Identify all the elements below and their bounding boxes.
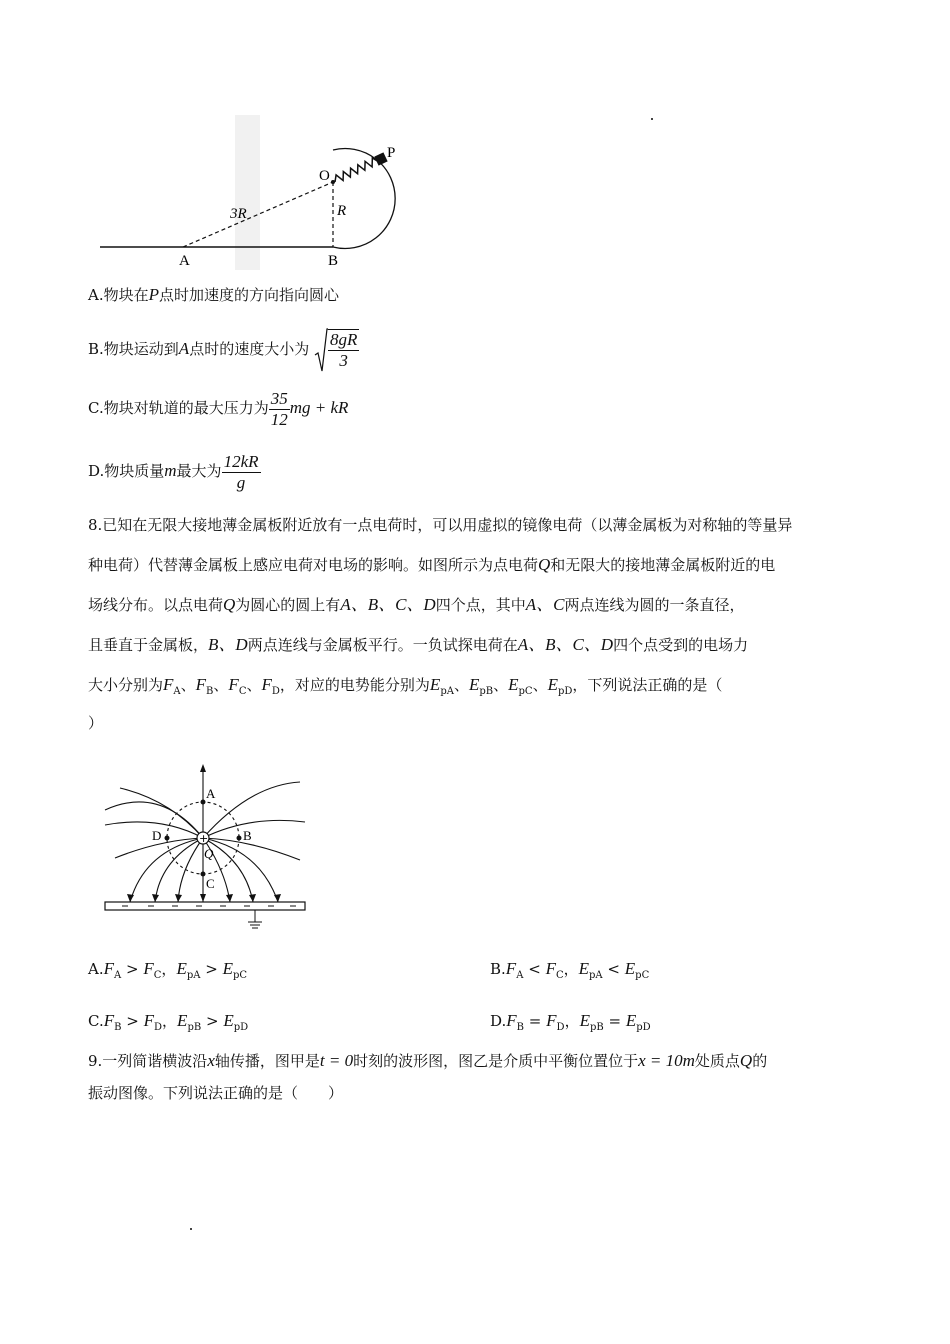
label-a: A — [206, 786, 216, 801]
spring-shape — [332, 156, 379, 184]
label-p: P — [387, 145, 396, 161]
label-a: A — [179, 253, 190, 269]
label-c: C — [206, 876, 215, 891]
field-line-ul3 — [120, 788, 203, 838]
label-o: O — [319, 168, 330, 184]
q8-option-b: $B.F_A < F_C$，$E_{pA} < E_{pC}$ — [490, 959, 650, 981]
q7-option-d: D.物块质量m最大为 $\frac{12kR}{g}$ — [88, 451, 259, 492]
arrow-r2 — [274, 894, 281, 902]
q8-line-2: 种电荷）代替薄金属板上感应电荷对电场的影响。如图所示为点电荷Q和无限大的接地薄金属板附近的电 — [88, 555, 776, 574]
q9-line-1: 9.一列简谐横波沿x轴传播，图甲是t = 0时刻的波形图，图乙是介质中平衡位置位于x = 10m处质点Q的 — [88, 1051, 768, 1070]
q8-option-a: $A.F_A > F_C$，$E_{pA} > E_{pC}$ — [88, 959, 248, 981]
field-lines-figure — [100, 760, 315, 932]
question-9-text — [88, 1045, 873, 1109]
field-line-ur2 — [203, 820, 305, 838]
metal-plate — [105, 902, 305, 910]
point-c — [201, 872, 206, 877]
q8-line-6: ） — [88, 714, 104, 732]
q9-line-2: 振动图像。下列说法正确的是（ ） — [88, 1084, 344, 1102]
q8-line-3: 场线分布。以点电荷Q为圆心的圆上有A、B、C、D四个点，其中A、C两点连线为圆的一条直径， — [88, 595, 745, 614]
scan-speck — [190, 1228, 192, 1230]
label-d: D — [152, 828, 162, 843]
q8-option-c: $C.F_B > F_D$，$E_{pB} > E_{pD}$ — [88, 1011, 249, 1033]
question-8-text — [88, 505, 873, 734]
point-b — [237, 836, 242, 841]
plus-sign: + — [199, 832, 209, 845]
q7-option-a: A.物块在P点时加速度的方向指向圆心 — [88, 285, 340, 304]
arrow-r3 — [249, 894, 256, 902]
point-d — [165, 836, 170, 841]
scan-speck — [651, 118, 653, 120]
q8-line-5: 大小分别为$F_A$、$F_B$、$F_C$、$F_D$，对应的电势能分别为$E_{pA}$、$E_{pB}$、$E_{pC}$、$E_{pD}$，下列说法正确的是（ — [88, 675, 723, 697]
label-r: R — [337, 203, 347, 219]
arrow-r4 — [226, 894, 233, 902]
semicircle-track — [333, 149, 395, 249]
arrow-up — [200, 764, 206, 772]
label-b: B — [243, 828, 252, 843]
block-shape — [374, 152, 387, 165]
q8-line-4: 且垂直于金属板，B、D两点连线与金属板平行。一负试探电荷在A、B、C、D四个点受到的电场力 — [88, 635, 749, 654]
sqrt-sign — [314, 327, 328, 373]
center-point — [331, 180, 335, 184]
q8-option-d: $D.F_B = F_D$，$E_{pB} = E_{pD}$ — [490, 1011, 651, 1033]
arrow-down — [200, 894, 206, 902]
point-a — [201, 800, 206, 805]
label-q: Q — [204, 846, 214, 861]
q7-option-b: B.物块运动到A点时的速度大小为 $\frac{8gR}{3}$ — [88, 326, 359, 373]
label-b: B — [328, 253, 339, 269]
label-3r: 3R — [230, 206, 247, 222]
arrow-l3 — [152, 894, 159, 902]
q8-line-1: 8.已知在无限大接地薄金属板附近放有一点电荷时，可以用虚拟的镜像电荷（以薄金属板为对称轴的等量异 — [88, 516, 793, 534]
arrow-l4 — [175, 894, 182, 902]
field-line-l4 — [178, 838, 203, 902]
arrow-l2 — [127, 894, 134, 902]
q7-option-c: C.物块对轨道的最大压力为 $\frac{35}{12}$ mg + kR — [88, 388, 349, 429]
track-spring-figure — [95, 110, 425, 275]
